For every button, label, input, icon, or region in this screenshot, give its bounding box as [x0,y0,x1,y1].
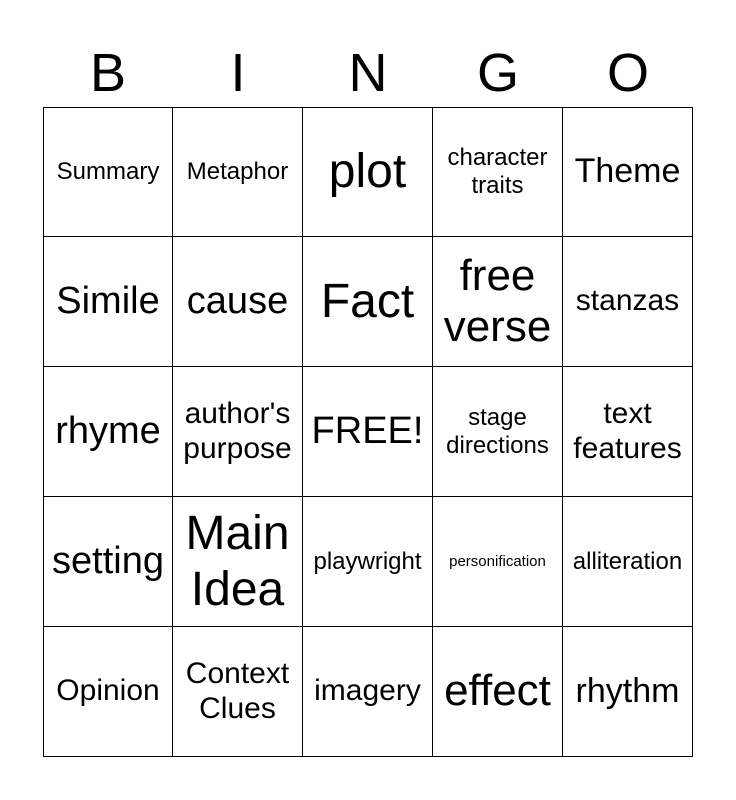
bingo-cell[interactable]: stage directions [433,367,563,497]
bingo-cell[interactable]: setting [43,497,173,627]
bingo-cell[interactable]: Summary [43,107,173,237]
bingo-cell[interactable]: Context Clues [173,627,303,757]
bingo-cell[interactable]: effect [433,627,563,757]
bingo-cell[interactable]: character traits [433,107,563,237]
bingo-cell[interactable]: imagery [303,627,433,757]
header-letter-b: B [89,43,127,103]
bingo-cell[interactable]: Main Idea [173,497,303,627]
bingo-cell[interactable]: cause [173,237,303,367]
bingo-cell[interactable]: Opinion [43,627,173,757]
free-space-cell[interactable]: FREE! [303,367,433,497]
bingo-cell[interactable]: author's purpose [173,367,303,497]
bingo-header [43,38,693,108]
bingo-cell[interactable]: stanzas [563,237,693,367]
bingo-cell[interactable]: plot [303,107,433,237]
bingo-cell[interactable]: Theme [563,107,693,237]
bingo-cell[interactable]: free verse [433,237,563,367]
header-letter-n: N [348,43,388,103]
header-letter-g: G [476,43,519,103]
header-letter-o: O [606,43,649,103]
bingo-cell[interactable]: rhythm [563,627,693,757]
bingo-grid [43,107,693,757]
bingo-cell[interactable]: playwright [303,497,433,627]
bingo-cell[interactable]: Simile [43,237,173,367]
bingo-cell[interactable]: Fact [303,237,433,367]
bingo-cell[interactable]: personification [433,497,563,627]
bingo-cell[interactable]: text features [563,367,693,497]
bingo-cell[interactable]: rhyme [43,367,173,497]
bingo-cell[interactable]: Metaphor [173,107,303,237]
bingo-cell[interactable]: alliteration [563,497,693,627]
header-letter-i: I [230,43,246,103]
